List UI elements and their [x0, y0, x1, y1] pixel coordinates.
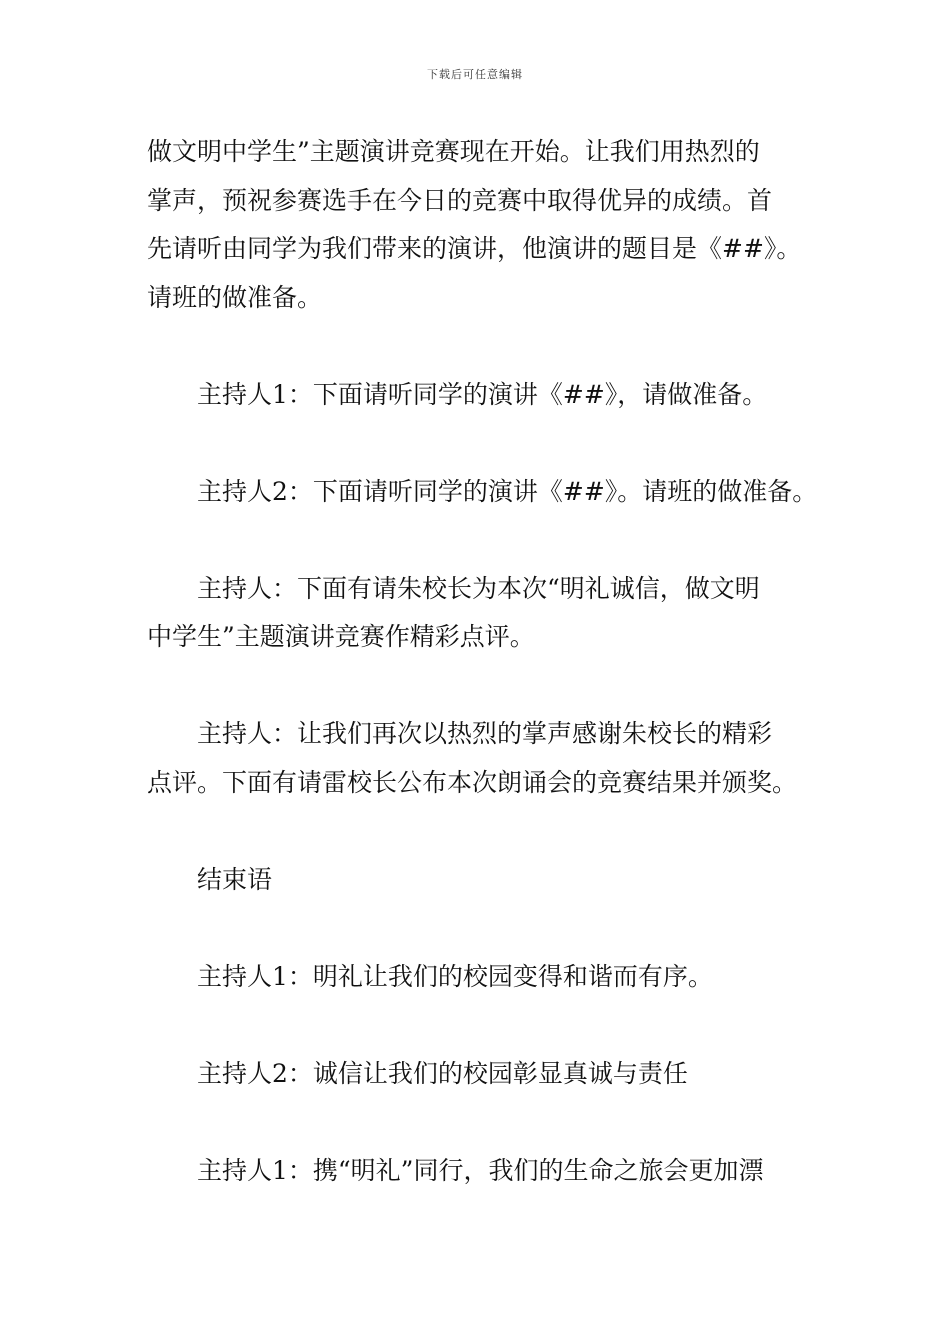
paragraph-host1-final: [147, 1147, 817, 1196]
text-line: 主持人2：下面请听同学的演讲《##》。请班的做准备。: [197, 476, 818, 506]
section-heading-closing: [147, 856, 817, 905]
text-line: 主持人2：诚信让我们的校园彰显真诚与责任: [197, 1058, 688, 1088]
text-line: 中学生”主题演讲竞赛作精彩点评。: [147, 622, 535, 651]
paragraph-host1-closing: [147, 953, 817, 1002]
text-line: 主持人1：明礼让我们的校园变得和谐而有序。: [197, 961, 713, 991]
text-line: 点评。下面有请雷校长公布本次朗诵会的竞赛结果并颁奖。: [147, 767, 798, 797]
text-line: 主持人：下面有请朱校长为本次“明礼诚信，做文明: [197, 573, 760, 603]
text-line: 主持人：让我们再次以热烈的掌声感谢朱校长的精彩: [197, 719, 773, 748]
paragraph-host2-closing: [147, 1050, 817, 1099]
paragraph-host-review: [147, 565, 817, 662]
page-header-note: 下载后可任意编辑: [427, 68, 523, 81]
text-line: 掌声，预祝参赛选手在今日的竞赛中取得优异的成绩。首: [147, 185, 773, 215]
text-line: 做文明中学生”主题演讲竞赛现在开始。让我们用热烈的: [147, 137, 760, 166]
text-line: 先请听由同学为我们带来的演讲，他演讲的题目是《##》。: [147, 234, 802, 263]
paragraph-host-awards: [147, 710, 817, 807]
paragraph-host2-speech: [147, 468, 817, 517]
paragraph-opening: [147, 128, 817, 322]
text-line: 主持人1：携“明礼”同行，我们的生命之旅会更加漂: [197, 1155, 764, 1185]
text-line: 请班的做准备。: [147, 282, 323, 312]
document-body: [147, 128, 817, 1244]
text-line: 结束语: [197, 864, 273, 894]
paragraph-host1-speech: [147, 371, 817, 420]
text-line: 主持人1：下面请听同学的演讲《##》，请做准备。: [197, 379, 768, 409]
